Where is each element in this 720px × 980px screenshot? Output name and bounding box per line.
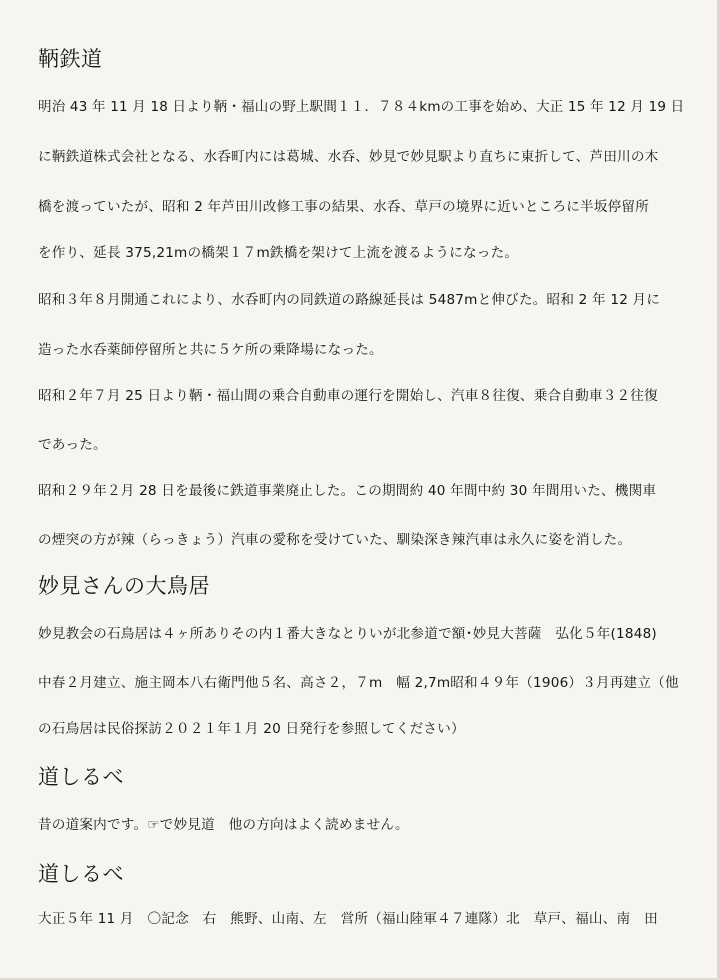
paragraph-line: 昔の道案内です。☞で妙見道 他の方向はよく読めません。 [38, 817, 409, 833]
paragraph-line: を作り、延長 375,21mの橋架１７m鉄橋を架けて上流を渡るようになった。 [38, 245, 519, 261]
section-heading-signpost-2: 道しるべ [38, 862, 124, 886]
paragraph-line: 造った水呑薬師停留所と共に５ケ所の乗降場になった。 [38, 342, 383, 358]
paragraph-line: 大正５年 11 月 〇記念 右 熊野、山南、左 営所（福山陸軍４７連隊）北 草戸、福山、南 田 [38, 911, 658, 927]
section-heading-myoken-torii: 妙見さんの大鳥居 [38, 574, 210, 598]
paragraph-line: 妙見教会の石鳥居は４ヶ所ありその内１番大きなとりいが北参道で額･妙見大菩薩 弘化５年(1848) [38, 626, 657, 642]
paragraph-line: 昭和３年８月開通これにより、水呑町内の同鉄道の路線延長は 5487mと伸びた。昭和 2 年 12 月に [38, 292, 661, 308]
paragraph-line: 昭和２９年２月 28 日を最後に鉄道事業廃止した。この期間約 40 年間中約 30 年間用いた、機関車 [38, 483, 657, 499]
section-heading-signpost-1: 道しるべ [38, 765, 124, 789]
paragraph-line: の石鳥居は民俗探訪２０２１年１月 20 日発行を参照してください） [38, 721, 465, 737]
paragraph-line: 中春２月建立、施主岡本八右衛門他５名、高さ２，７m 幅 2,7m昭和４９年（1906）３月再建立（他 [38, 675, 679, 691]
paragraph-line: の煙突の方が辣（らっきょう）汽車の愛称を受けていた、馴染深き辣汽車は永久に姿を消した。 [38, 532, 632, 548]
paragraph-line: であった。 [38, 437, 107, 453]
paragraph-line: 昭和２年７月 25 日より鞆・福山間の乗合自動車の運行を開始し、汽車８往復、乗合自動車３２往復 [38, 388, 658, 404]
paragraph-line: に鞆鉄道株式会社となる、水呑町内には葛城、水呑、妙見で妙見駅より直ちに東折して、芦田川の木 [38, 149, 659, 165]
section-heading-tomo-railway: 鞆鉄道 [38, 47, 103, 71]
paragraph-line: 橋を渡っていたが、昭和 2 年芦田川改修工事の結果、水呑、草戸の境界に近いところに半坂停留所 [38, 199, 650, 215]
paragraph-line: 明治 43 年 11 月 18 日より鞆・福山の野上駅間１１．７８４kmの工事を始め、大正 15 年 12 月 19 日 [38, 99, 685, 115]
